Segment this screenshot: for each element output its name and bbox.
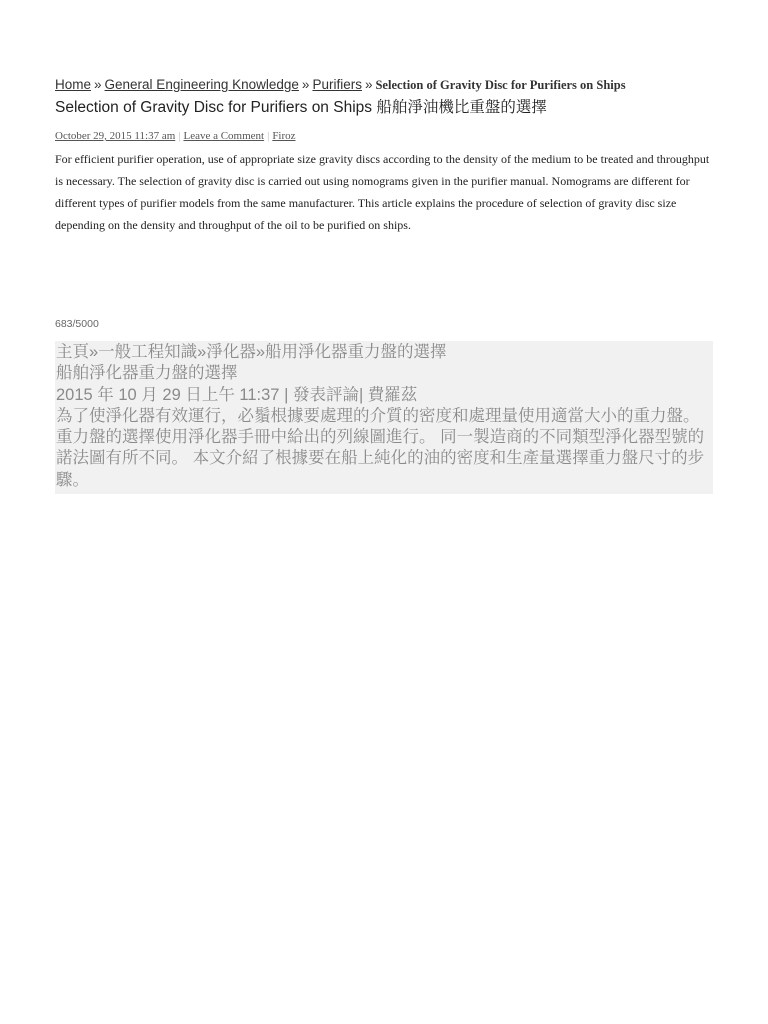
breadcrumb-separator: » (94, 77, 102, 92)
article (55, 76, 713, 236)
breadcrumb-separator: » (301, 77, 310, 92)
article-body: For efficient purifier operation, use of appropriate size gravity discs according to the density of the medium to be treated and throughput is necessary. The selection of gravity disc is carried out using nomograms given in the purifier manual. Nomograms are different for different types of purifier models from the same manufacturer. This article explains the procedure of selection of gravity disc size depending on the density and throughput of the oil to be purified on ships. (55, 152, 710, 232)
meta-divider: | (178, 130, 181, 142)
meta-divider: | (267, 130, 270, 142)
breadcrumb-subcategory-link[interactable]: Purifiers (312, 77, 362, 92)
translation-meta: 2015 年 10 月 29 日上午 11:37 | 發表評論| 費羅茲 (56, 385, 418, 404)
breadcrumb-separator: » (364, 77, 373, 92)
post-date-link[interactable]: October 29, 2015 11:37 am (55, 130, 176, 142)
post-meta (55, 129, 713, 143)
page-title: Selection of Gravity Disc for Purifiers on Ships 船舶淨油機比重盤的選擇 (55, 99, 547, 116)
translation-output[interactable] (55, 341, 713, 494)
breadcrumb-home-link[interactable]: Home (55, 77, 92, 92)
translation-body: 為了使淨化器有效運行，必鬚根據要處理的介質的密度和處理量使用適當大小的重力盤。 重力盤的選擇使用淨化器手冊中給出的列線圖進行。 同一製造商的不同類型淨化器型號的諾法圖有所不同。 本文介紹了根據要在船上純化的油的密度和生產量選擇重力盤尺寸的步驟。 (56, 406, 705, 489)
leave-comment-link[interactable]: Leave a Comment (183, 130, 265, 142)
author-link[interactable]: Firoz (272, 130, 296, 142)
character-counter: 683/5000 (55, 318, 99, 330)
translation-title: 船舶淨化器重力盤的選擇 (56, 364, 238, 383)
breadcrumb-category-link[interactable]: General Engineering Knowledge (104, 77, 299, 92)
breadcrumb (55, 76, 713, 94)
translation-breadcrumb: 主頁»一般工程知識»淨化器»船用淨化器重力盤的選擇 (56, 343, 447, 361)
breadcrumb-current: Selection of Gravity Disc for Purifiers on Ships (375, 78, 626, 92)
